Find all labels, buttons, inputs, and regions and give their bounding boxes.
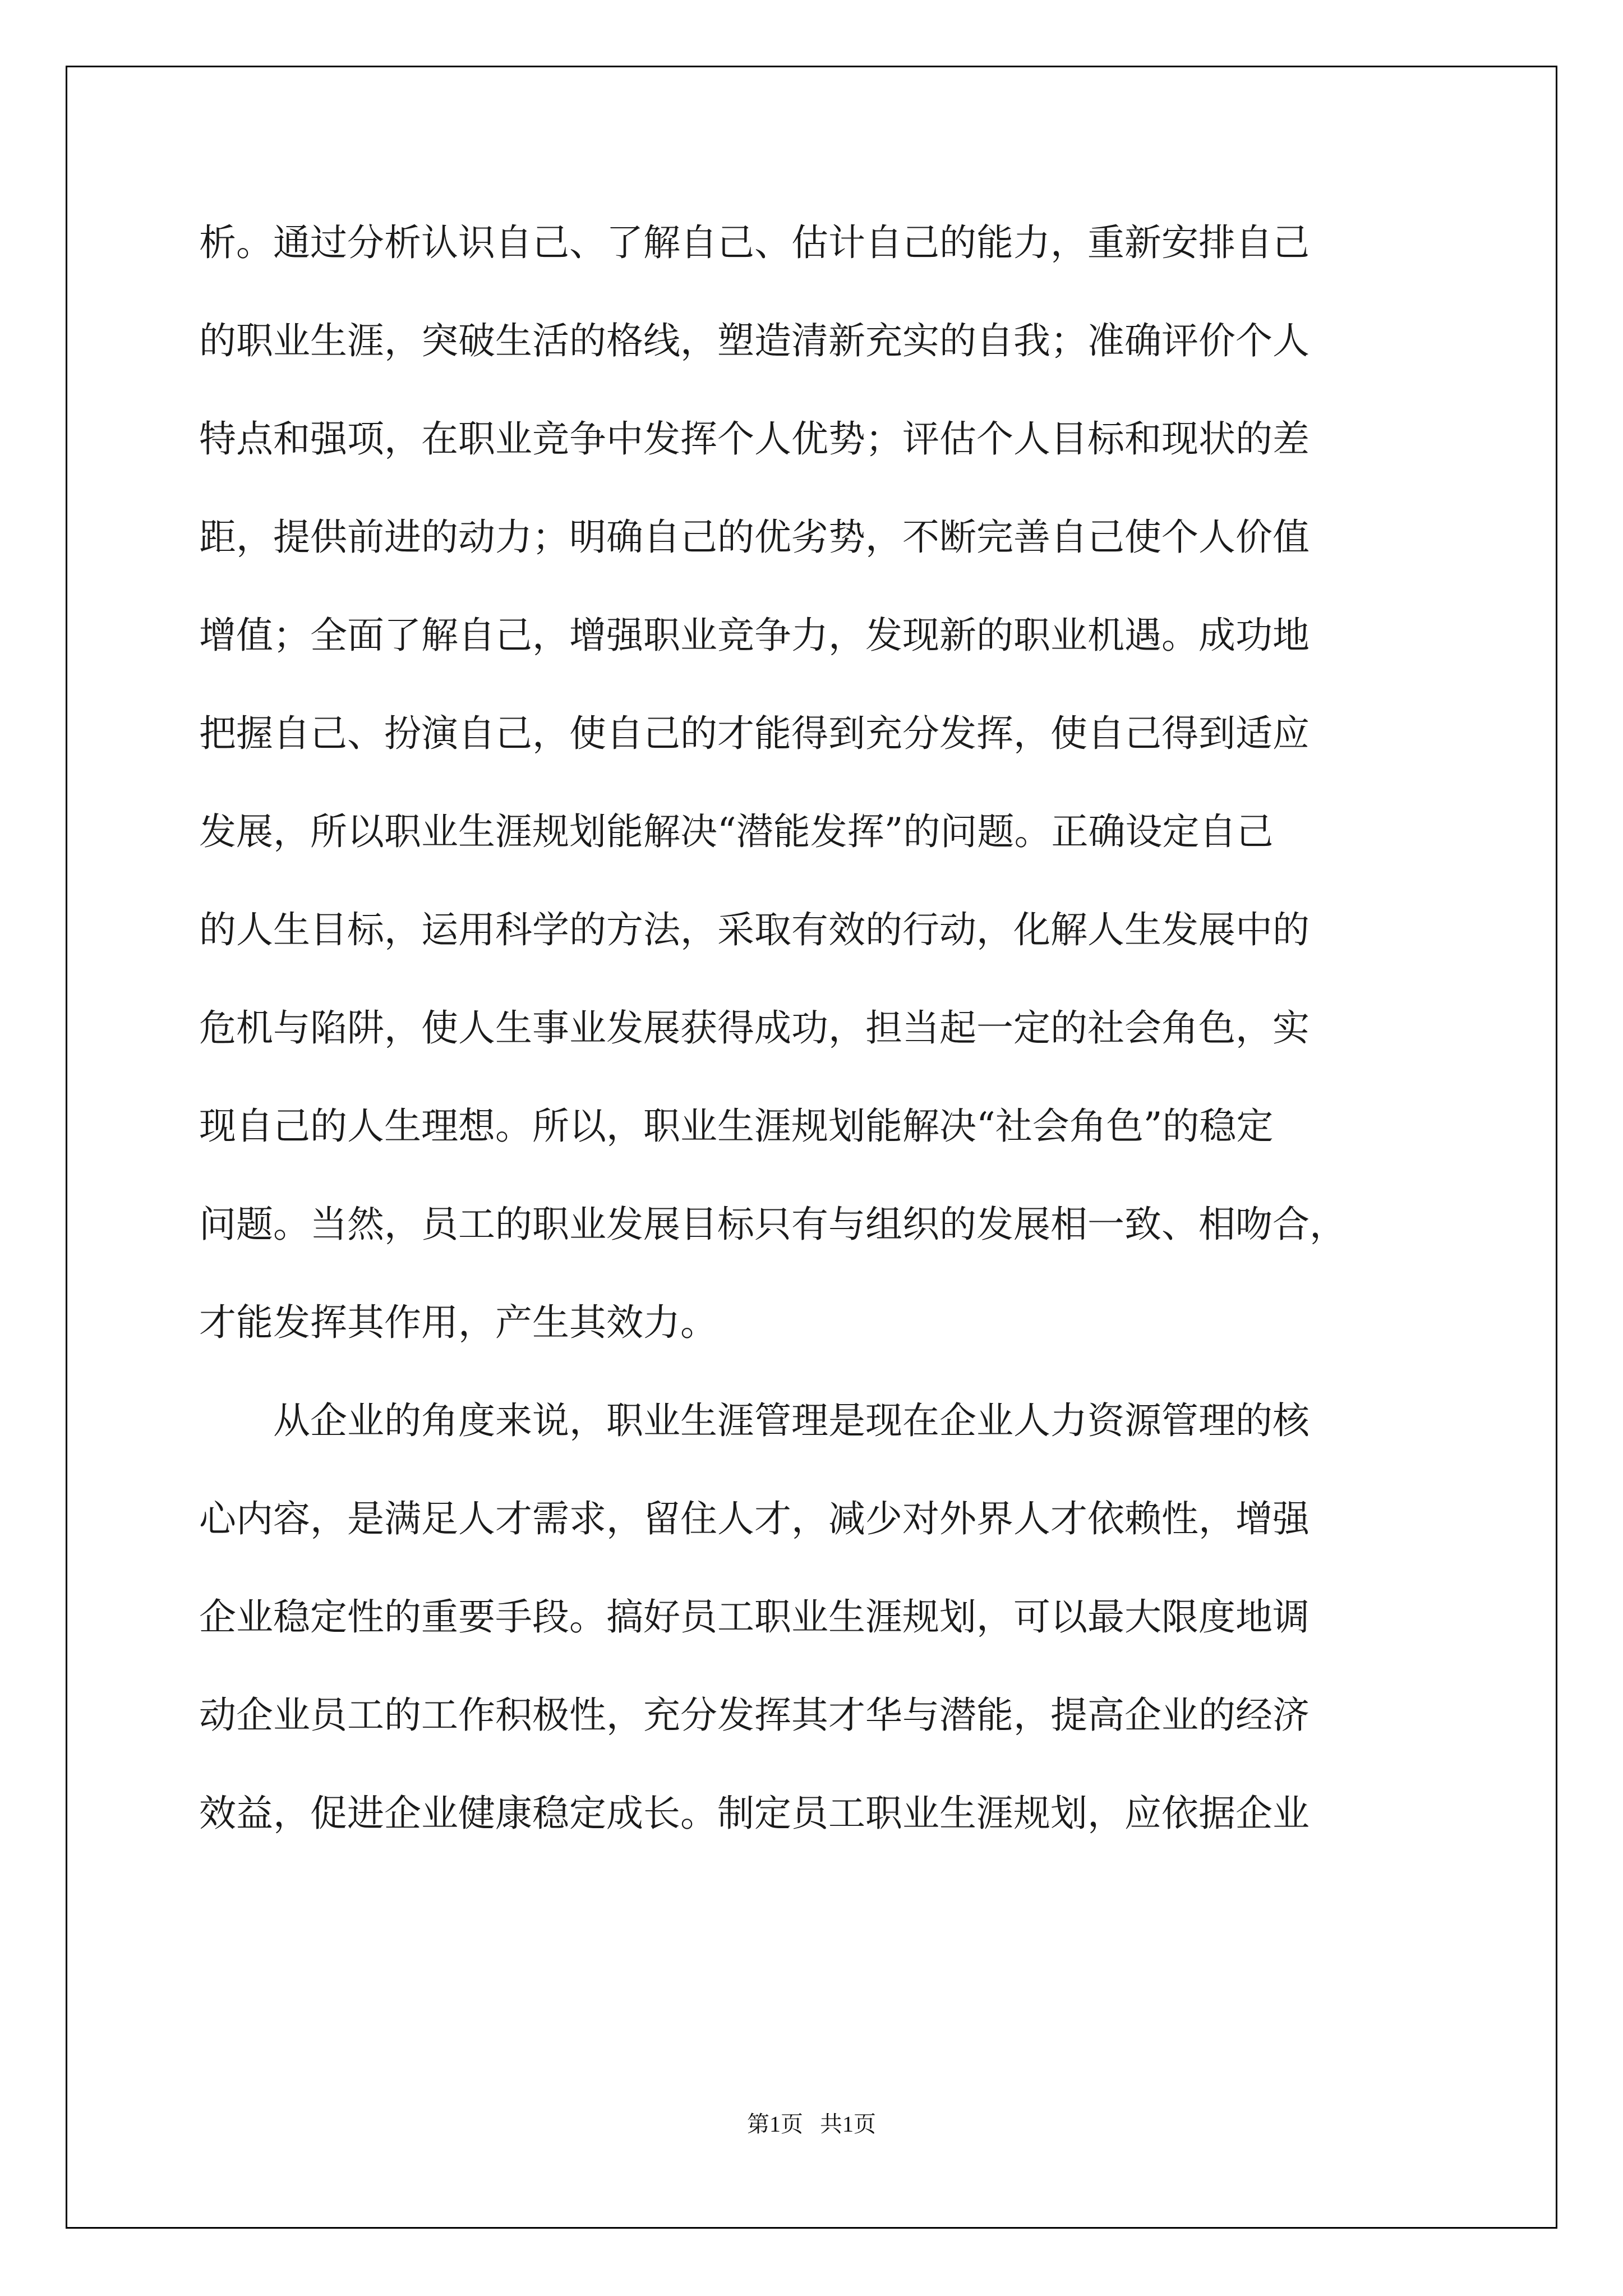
text-line: 析。通过分析认识自己、了解自己、估计自己的能力，重新安排自己 — [199, 221, 1310, 264]
document-body — [199, 216, 1433, 1885]
text-line: 效益，促进企业健康稳定成长。制定员工职业生涯规划，应依据企业 — [199, 1792, 1310, 1835]
page-total: 共1页 — [820, 2111, 876, 2137]
text-line: 增值；全面了解自己，增强职业竞争力，发现新的职业机遇。成功地 — [199, 614, 1310, 657]
page-number: 第1页 — [747, 2111, 803, 2137]
text-line: 心内容，是满足人才需求，留住人才，减少对外界人才依赖性，增强 — [199, 1497, 1310, 1540]
text-line: 动企业员工的工作积极性，充分发挥其才华与潜能，提高企业的经济 — [199, 1694, 1310, 1737]
text-line: 企业稳定性的重要手段。搞好员工职业生涯规划，可以最大限度地调 — [199, 1595, 1310, 1639]
page-footer — [0, 2106, 1623, 2138]
text-line: 的职业生涯，突破生活的格线，塑造清新充实的自我；准确评价个人 — [199, 319, 1310, 362]
text-line: 现自己的人生理想。所以，职业生涯规划能解决“社会角色”的稳定 — [199, 1105, 1274, 1148]
text-line: 才能发挥其作用，产生其效力。 — [199, 1301, 717, 1344]
text-line: 发展，所以职业生涯规划能解决“潜能发挥”的问题。正确设定自己 — [199, 810, 1274, 853]
text-line: 把握自己、扮演自己，使自己的才能得到充分发挥，使自己得到适应 — [199, 712, 1310, 755]
paragraph-start-line: 从企业的角度来说，职业生涯管理是现在企业人力资源管理的核 — [273, 1399, 1310, 1442]
text-line: 问题。当然，员工的职业发展目标只有与组织的发展相一致、相吻合， — [199, 1203, 1347, 1246]
text-line: 的人生目标，运用科学的方法，采取有效的行动，化解人生发展中的 — [199, 908, 1310, 951]
text-line: 距，提供前进的动力；明确自己的优劣势，不断完善自己使个人价值 — [199, 516, 1310, 559]
text-line: 特点和强项，在职业竞争中发挥个人优势；评估个人目标和现状的差 — [199, 417, 1310, 461]
text-line: 危机与陷阱，使人生事业发展获得成功，担当起一定的社会角色，实 — [199, 1006, 1310, 1050]
